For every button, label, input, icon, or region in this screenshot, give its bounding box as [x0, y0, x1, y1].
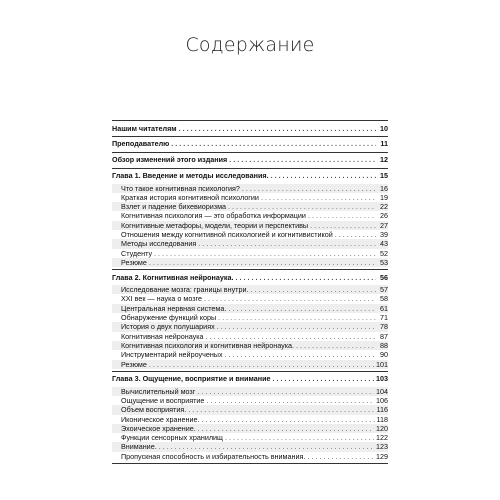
toc-entry-page: 12 — [380, 155, 388, 165]
toc-entry-changes[interactable] — [112, 153, 388, 168]
toc-subsection-label: Что такое когнитивная психология? — [121, 183, 240, 193]
toc-subsection-entry[interactable] — [112, 211, 388, 220]
toc-subsection-label: Резюме — [121, 257, 147, 267]
toc-subsection-label: Студенту — [121, 248, 153, 258]
toc-subsection-list — [112, 184, 388, 270]
dot-leader — [310, 221, 376, 230]
toc-subsection-page: 101 — [376, 359, 388, 369]
toc-subsection-page: 43 — [380, 239, 388, 249]
dot-leader — [179, 124, 376, 133]
toc-subsection-label: Исследование мозга: границы внутри. — [121, 285, 249, 295]
toc-subsection-label: Взлет и падение бихевиоризма — [121, 202, 227, 212]
toc-subsection-entry[interactable] — [112, 230, 388, 239]
toc-entry-label: Нашим читателям — [112, 123, 177, 133]
toc-subsection-page: 90 — [380, 350, 388, 360]
toc-subsection-page: 78 — [380, 322, 388, 332]
dot-leader — [217, 322, 376, 331]
toc-subsection-page: 52 — [380, 248, 388, 258]
dot-leader — [159, 442, 374, 451]
dot-leader — [261, 193, 376, 202]
toc-chapter-page: 103 — [376, 374, 388, 384]
toc-subsection-entry[interactable] — [112, 396, 388, 405]
divider — [112, 463, 388, 464]
toc-subsection-page: 123 — [376, 442, 388, 452]
toc-subsection-entry[interactable] — [112, 322, 388, 331]
dot-leader — [225, 350, 376, 359]
toc-subsection-entry[interactable] — [112, 452, 388, 461]
toc-subsection-label: XXI век — наука о мозге — [121, 294, 203, 304]
dot-leader — [296, 341, 376, 350]
dot-leader — [225, 433, 374, 442]
toc-subsection-label: Эхоическое хранение. — [121, 423, 196, 433]
dot-leader — [198, 239, 376, 248]
dot-leader — [206, 332, 376, 341]
dot-leader — [242, 184, 376, 193]
toc-subsection-page: 22 — [380, 202, 388, 212]
dot-leader — [273, 374, 374, 383]
dot-leader — [198, 424, 374, 433]
toc-chapter-label: Глава 1. Введение и методы исследования. — [112, 171, 269, 181]
toc-subsection-list — [112, 285, 388, 371]
dot-leader — [250, 285, 376, 294]
toc-subsection-page: 120 — [376, 423, 388, 433]
toc-subsection-entry[interactable] — [112, 332, 388, 341]
toc-subsection-entry[interactable] — [112, 294, 388, 303]
toc-subsection-page: 88 — [380, 340, 388, 350]
toc-subsection-label: Когнитивная психология и когнитивная нейронаука. — [121, 340, 294, 350]
dot-leader — [308, 211, 376, 220]
toc-subsection-label: Пропускная способность и избирательность внимания. — [121, 451, 306, 461]
toc-subsection-page: 106 — [376, 395, 388, 405]
dot-leader — [197, 387, 374, 396]
toc-subsection-label: Внимание. — [121, 442, 157, 452]
toc-subsection-entry[interactable] — [112, 221, 388, 230]
toc-entry-teacher[interactable] — [112, 137, 388, 152]
toc-subsection-entry[interactable] — [112, 184, 388, 193]
toc-subsection-entry[interactable] — [112, 350, 388, 359]
toc-entry-readers[interactable] — [112, 121, 388, 136]
toc-subsection-page: 118 — [376, 414, 388, 424]
toc-subsection-label: Отношения между когнитивной психологией и когнитивистикой — [121, 230, 333, 240]
toc-subsection-page: 129 — [376, 451, 388, 461]
table-of-contents — [112, 120, 388, 464]
toc-chapter-1[interactable] — [112, 169, 388, 184]
toc-subsection-entry[interactable] — [112, 405, 388, 414]
toc-subsection-label: Иконическое хранение. — [121, 414, 200, 424]
toc-chapter-label: Глава 2. Когнитивная нейронаука. — [112, 272, 234, 282]
dot-leader — [271, 171, 376, 180]
toc-subsection-label: Обнаружение функций коры — [121, 313, 217, 323]
toc-subsection-list — [112, 387, 388, 463]
toc-subsection-page: 116 — [376, 405, 388, 415]
toc-subsection-entry[interactable] — [112, 313, 388, 322]
toc-subsection-entry[interactable] — [112, 387, 388, 396]
toc-subsection-label: Резюме — [121, 359, 147, 369]
dot-leader — [154, 249, 376, 258]
toc-subsection-page: 53 — [380, 257, 388, 267]
dot-leader — [188, 405, 374, 414]
toc-subsection-page: 27 — [380, 220, 388, 230]
toc-subsection-entry[interactable] — [112, 424, 388, 433]
toc-entry-label: Преподавателю — [112, 139, 170, 149]
dot-leader — [228, 304, 376, 313]
toc-subsection-page: 87 — [380, 331, 388, 341]
toc-subsection-label: Ощущение и восприятие — [121, 395, 205, 405]
dot-leader — [235, 273, 376, 282]
toc-subsection-label: Когнитивные метафоры, модели, теории и перспективы — [121, 220, 309, 230]
chapter-list — [112, 168, 388, 463]
toc-subsection-label: Краткая история когнитивной психологии — [121, 192, 259, 202]
toc-subsection-entry[interactable] — [112, 258, 388, 267]
toc-subsection-entry[interactable] — [112, 285, 388, 294]
toc-subsection-page: 122 — [376, 433, 388, 443]
toc-chapter-3[interactable] — [112, 372, 388, 387]
toc-subsection-page: 39 — [380, 230, 388, 240]
toc-subsection-page: 26 — [380, 211, 388, 221]
dot-leader — [206, 396, 374, 405]
toc-subsection-label: Инструментарий нейроученых — [121, 350, 223, 360]
page-title: Содержание — [185, 34, 315, 56]
toc-subsection-entry[interactable] — [112, 202, 388, 211]
dot-leader — [201, 415, 374, 424]
toc-subsection-entry[interactable] — [112, 341, 388, 350]
dot-leader — [307, 452, 374, 461]
toc-subsection-entry[interactable] — [112, 442, 388, 451]
toc-subsection-entry[interactable] — [112, 415, 388, 424]
toc-subsection-entry[interactable] — [112, 193, 388, 202]
toc-subsection-entry[interactable] — [112, 433, 388, 442]
toc-subsection-entry[interactable] — [112, 304, 388, 313]
dot-leader — [335, 230, 376, 239]
toc-subsection-label: Центральная нервная система. — [121, 303, 227, 313]
dot-leader — [204, 294, 376, 303]
toc-subsection-entry[interactable] — [112, 360, 388, 369]
toc-subsection-entry[interactable] — [112, 239, 388, 248]
toc-subsection-page: 19 — [380, 192, 388, 202]
toc-subsection-label: Вычислительный мозг — [121, 386, 196, 396]
toc-chapter-page: 56 — [380, 272, 388, 282]
toc-subsection-label: Когнитивная психология — это обработка информации — [121, 211, 306, 221]
dot-leader — [149, 360, 374, 369]
toc-subsection-page: 57 — [380, 285, 388, 295]
toc-entry-page: 10 — [380, 123, 388, 133]
dot-leader — [149, 258, 376, 267]
toc-subsection-label: Функции сенсорных хранилищ — [121, 433, 223, 443]
toc-entry-label: Обзор изменений этого издания — [112, 155, 228, 165]
toc-subsection-label: Методы исследования — [121, 239, 197, 249]
toc-chapter-page: 15 — [380, 171, 388, 181]
toc-subsection-entry[interactable] — [112, 249, 388, 258]
dot-leader — [228, 202, 376, 211]
toc-subsection-page: 16 — [380, 183, 388, 193]
toc-entry-page: 11 — [380, 139, 388, 149]
toc-subsection-label: История о двух полушариях — [121, 322, 215, 332]
toc-subsection-label: Когнитивная нейронаука — [121, 331, 204, 341]
dot-leader — [171, 139, 376, 148]
toc-subsection-page: 104 — [376, 386, 388, 396]
toc-chapter-2[interactable] — [112, 270, 388, 285]
toc-subsection-page: 58 — [380, 294, 388, 304]
dot-leader — [218, 313, 376, 322]
toc-subsection-page: 61 — [380, 303, 388, 313]
toc-subsection-label: Объем восприятия. — [121, 405, 187, 415]
dot-leader — [229, 155, 376, 164]
toc-subsection-page: 71 — [380, 313, 388, 323]
toc-chapter-label: Глава 3. Ощущение, восприятие и внимание — [112, 374, 271, 384]
